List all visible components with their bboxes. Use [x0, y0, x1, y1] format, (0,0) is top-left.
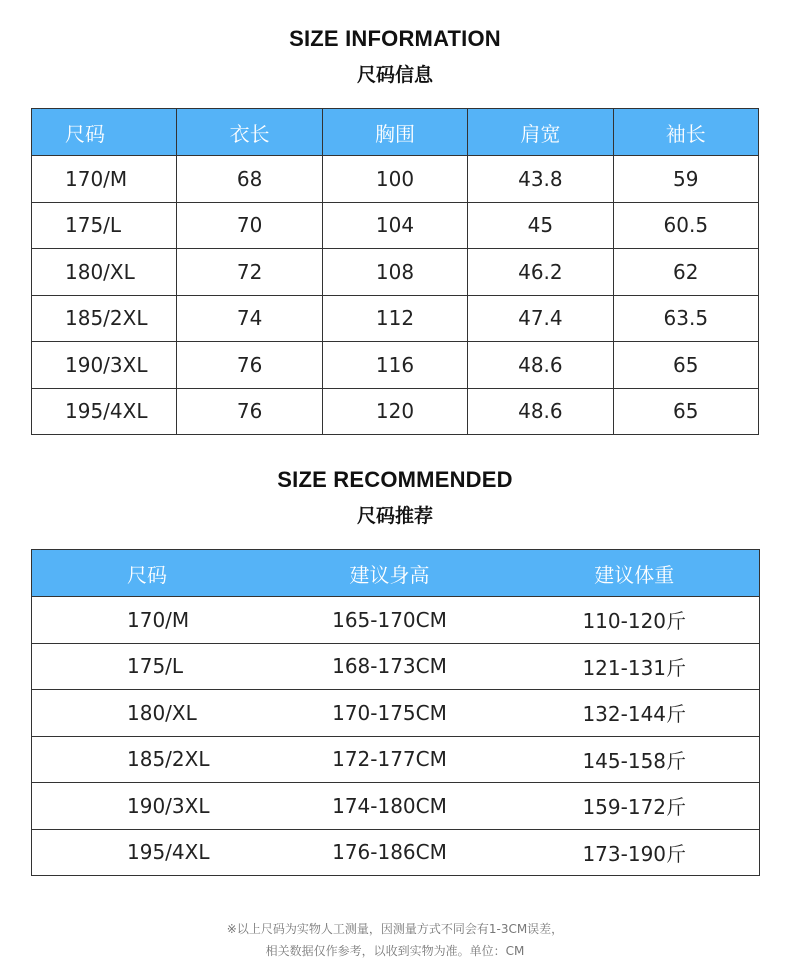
table-cell: 104	[322, 202, 467, 249]
table-cell: 76	[177, 342, 322, 389]
table-header-row	[32, 109, 759, 156]
table-row	[32, 249, 759, 296]
measurement-note-line1: ※以上尺码为实物人工测量，因测量方式不同会有1-3CM误差，	[226, 922, 564, 936]
table-cell: 47.4	[468, 295, 613, 342]
size-information-table	[31, 108, 759, 435]
table-cell: 170-175CM	[270, 690, 510, 737]
table-row	[32, 783, 760, 830]
table-cell: 170/M	[32, 156, 177, 203]
table-cell: 68	[177, 156, 322, 203]
table-header-row	[32, 550, 760, 597]
size-information-title: SIZE INFORMATION	[289, 26, 501, 51]
table-cell: 46.2	[468, 249, 613, 296]
table-row	[32, 342, 759, 389]
table-row	[32, 597, 760, 644]
header-cell: 尺码	[32, 550, 270, 597]
table-cell: 120	[322, 388, 467, 435]
table-cell: 59	[613, 156, 758, 203]
table-cell: 110-120斤	[510, 597, 760, 644]
table-row	[32, 202, 759, 249]
header-cell: 胸围	[322, 109, 467, 156]
table-cell: 175/L	[32, 643, 270, 690]
size-recommended-subtitle: 尺码推荐	[356, 505, 433, 527]
header-cell: 尺码	[32, 109, 177, 156]
table-cell: 173-190斤	[510, 829, 760, 876]
table-cell: 63.5	[613, 295, 758, 342]
table-cell: 170/M	[32, 597, 270, 644]
table-cell: 76	[177, 388, 322, 435]
table-cell: 185/2XL	[32, 295, 177, 342]
table-cell: 174-180CM	[270, 783, 510, 830]
table-cell: 165-170CM	[270, 597, 510, 644]
table-cell: 175/L	[32, 202, 177, 249]
table-cell: 190/3XL	[32, 783, 270, 830]
header-cell: 肩宽	[468, 109, 613, 156]
table-cell: 132-144斤	[510, 690, 760, 737]
table-row	[32, 829, 760, 876]
table-row	[32, 736, 760, 783]
table-row	[32, 156, 759, 203]
header-cell: 建议体重	[510, 550, 760, 597]
size-information-subtitle: 尺码信息	[356, 64, 433, 86]
table-cell: 145-158斤	[510, 736, 760, 783]
header-cell: 衣长	[177, 109, 322, 156]
measurement-note-line2: 相关数据仅作参考，以收到实物为准。单位：CM	[265, 944, 525, 958]
table-row	[32, 643, 760, 690]
table-row	[32, 295, 759, 342]
table-cell: 65	[613, 342, 758, 389]
table-cell: 45	[468, 202, 613, 249]
table-cell: 112	[322, 295, 467, 342]
table-cell: 195/4XL	[32, 829, 270, 876]
header-cell: 袖长	[613, 109, 758, 156]
table-cell: 70	[177, 202, 322, 249]
size-recommended-title: SIZE RECOMMENDED	[277, 467, 513, 492]
size-recommended-table	[31, 549, 760, 876]
table-row	[32, 690, 760, 737]
table-cell: 168-173CM	[270, 643, 510, 690]
table-cell: 48.6	[468, 342, 613, 389]
table-cell: 185/2XL	[32, 736, 270, 783]
table-row	[32, 388, 759, 435]
table-cell: 180/XL	[32, 249, 177, 296]
header-cell: 建议身高	[270, 550, 510, 597]
table-cell: 176-186CM	[270, 829, 510, 876]
table-cell: 190/3XL	[32, 342, 177, 389]
table-cell: 180/XL	[32, 690, 270, 737]
table-cell: 72	[177, 249, 322, 296]
table-cell: 43.8	[468, 156, 613, 203]
table-cell: 60.5	[613, 202, 758, 249]
table-cell: 100	[322, 156, 467, 203]
table-cell: 108	[322, 249, 467, 296]
table-cell: 65	[613, 388, 758, 435]
table-cell: 159-172斤	[510, 783, 760, 830]
table-cell: 195/4XL	[32, 388, 177, 435]
table-cell: 121-131斤	[510, 643, 760, 690]
table-cell: 172-177CM	[270, 736, 510, 783]
table-cell: 62	[613, 249, 758, 296]
table-cell: 48.6	[468, 388, 613, 435]
table-cell: 116	[322, 342, 467, 389]
table-cell: 74	[177, 295, 322, 342]
